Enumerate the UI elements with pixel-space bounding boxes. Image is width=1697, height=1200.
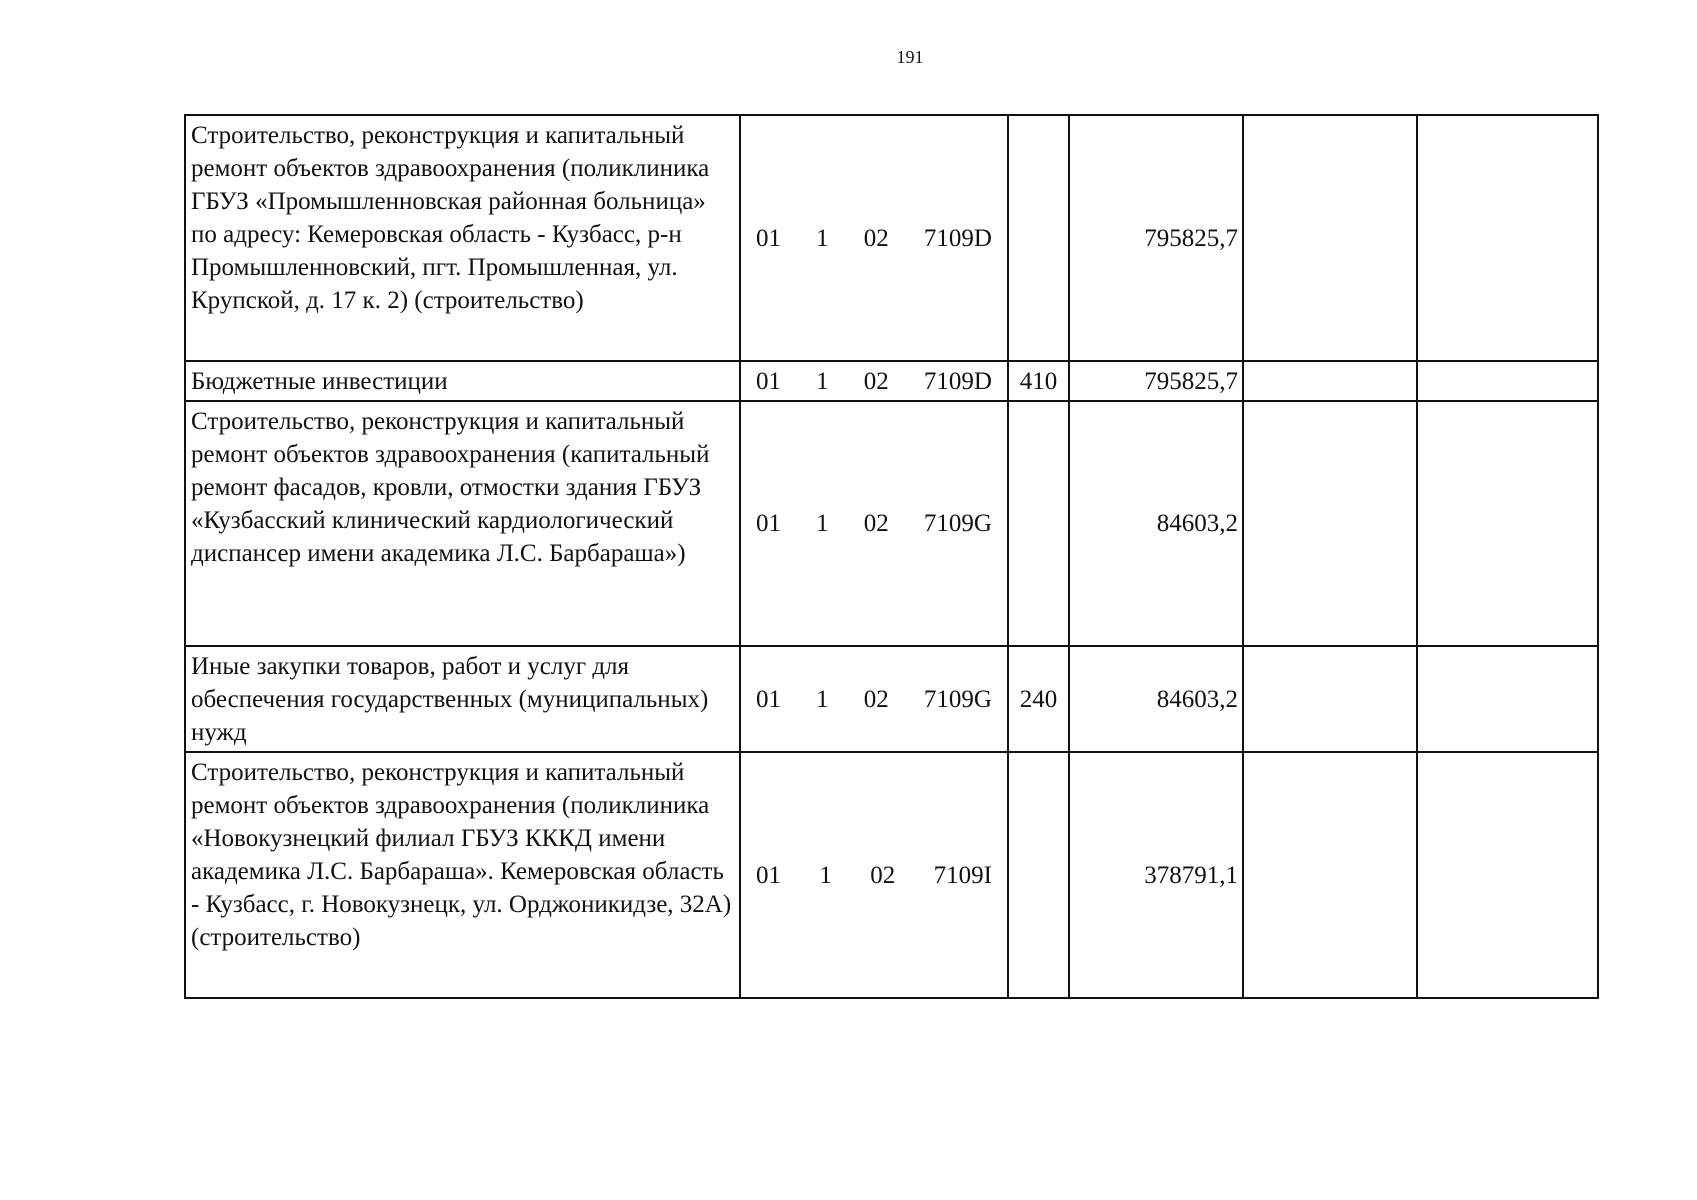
main-event-code: 02 <box>863 685 889 713</box>
direction-code: 7109I <box>933 861 992 889</box>
program-code: 01 <box>756 510 781 537</box>
program-code: 01 <box>756 367 781 395</box>
subprogram-code: 1 <box>816 367 829 395</box>
amount-cell: 84603,2 <box>1069 646 1243 752</box>
row-name-cell: Иные закупки товаров, работ и услуг для обеспечения государственных (муниципальных) нужд <box>185 646 740 752</box>
table-row <box>185 361 1598 401</box>
subprogram-code: 1 <box>816 224 829 252</box>
empty-cell <box>1417 115 1598 361</box>
page-number: 191 <box>896 47 924 67</box>
empty-cell <box>1243 752 1417 998</box>
amount-cell: 378791,1 <box>1069 752 1243 998</box>
expense-type-cell: 240 <box>1008 646 1069 752</box>
main-event-code: 02 <box>863 224 889 252</box>
table-row <box>185 401 1598 646</box>
empty-cell <box>1243 401 1417 646</box>
empty-cell <box>1417 361 1598 401</box>
budget-table <box>184 114 1599 999</box>
row-name-cell: Бюджетные инвестиции <box>185 361 740 401</box>
empty-cell <box>1417 752 1598 998</box>
expense-type-cell <box>1008 752 1069 998</box>
target-article-cell <box>740 646 1008 752</box>
target-article-cell <box>740 752 1008 998</box>
expense-type-cell: 410 <box>1008 361 1069 401</box>
table-row <box>185 115 1598 361</box>
row-name-cell: Строительство, реконструкция и капитальный ремонт объектов здравоохранения (поликлиника «Новокузнецкий филиал ГБУЗ КККД имени академика Л.С. Барбараша». Кемеровская область - Кузбасс, г. Новокузнецк, ул. Орджоникидзе, 32А) (строительство) <box>185 752 740 998</box>
direction-code: 7109G <box>923 510 992 537</box>
program-code: 01 <box>756 224 781 252</box>
main-event-code: 02 <box>870 861 896 889</box>
empty-cell <box>1243 115 1417 361</box>
direction-code: 7109D <box>923 224 992 252</box>
empty-cell <box>1417 401 1598 646</box>
subprogram-code: 1 <box>816 685 829 713</box>
target-article-cell <box>740 115 1008 361</box>
subprogram-code: 1 <box>819 861 832 889</box>
empty-cell <box>1417 646 1598 752</box>
target-article-cell <box>740 401 1008 646</box>
target-article-cell <box>740 361 1008 401</box>
empty-cell <box>1243 361 1417 401</box>
table-row <box>185 752 1598 998</box>
amount-cell: 795825,7 <box>1069 115 1243 361</box>
row-name-cell: Строительство, реконструкция и капитальный ремонт объектов здравоохранения (поликлиника ГБУЗ «Промышленновская районная больница» по адресу: Кемеровская область - Кузбасс, р-н Промышленновский, пгт. Промышленная, ул. Крупской, д. 17 к. 2) (строительство) <box>185 115 740 361</box>
empty-cell <box>1243 646 1417 752</box>
program-code: 01 <box>756 861 781 889</box>
subprogram-code: 1 <box>816 510 829 537</box>
row-name-cell: Строительство, реконструкция и капитальный ремонт объектов здравоохранения (капитальный ремонт фасадов, кровли, отмостки здания ГБУЗ «Кузбасский клинический кардиологический диспансер имени академика Л.С. Барбараша») <box>185 401 740 646</box>
main-event-code: 02 <box>863 367 889 395</box>
direction-code: 7109G <box>923 685 992 713</box>
table-row <box>185 646 1598 752</box>
program-code: 01 <box>756 685 781 713</box>
main-event-code: 02 <box>863 510 889 537</box>
amount-cell: 84603,2 <box>1069 401 1243 646</box>
direction-code: 7109D <box>923 367 992 395</box>
expense-type-cell <box>1008 115 1069 361</box>
expense-type-cell <box>1008 401 1069 646</box>
amount-cell: 795825,7 <box>1069 361 1243 401</box>
